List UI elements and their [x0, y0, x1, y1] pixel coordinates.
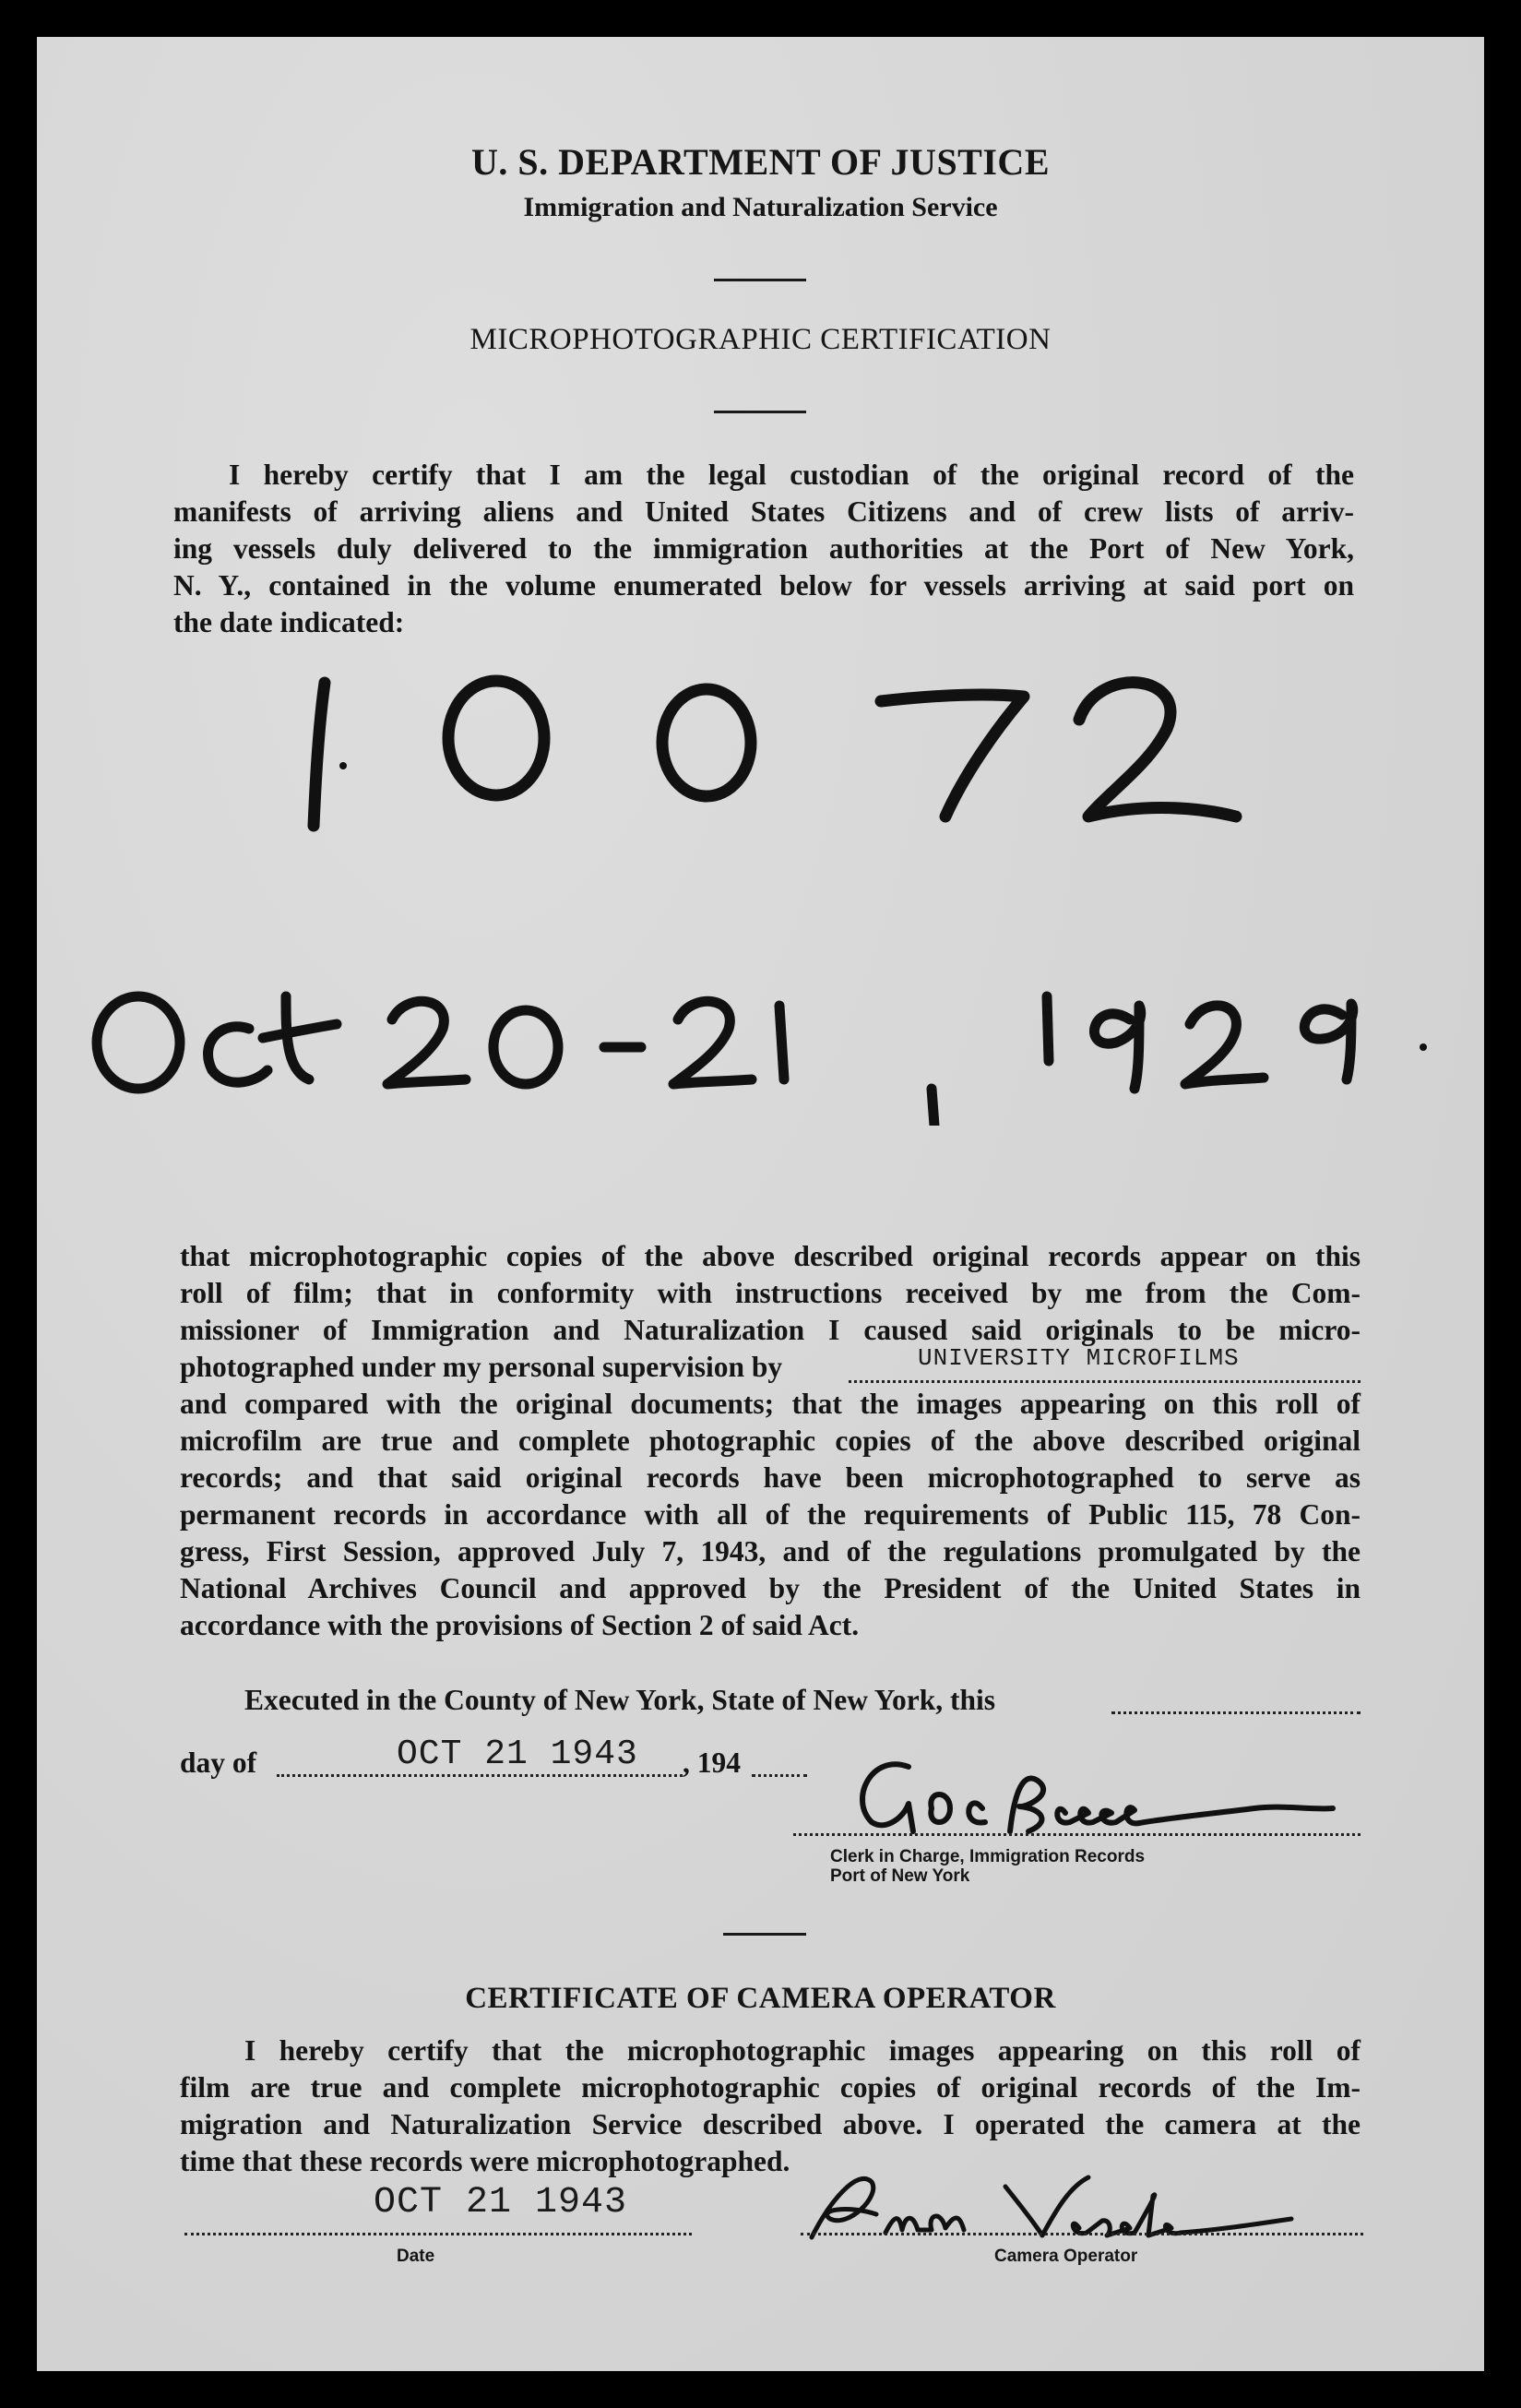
- body-line: roll of film; that in conformity with instructions received by me from the Com-: [180, 1277, 1361, 1309]
- intro-line: I hereby certify that I am the legal custodian of the original record of the: [229, 459, 1354, 491]
- camera-operator-paragraph: [180, 2032, 1361, 2180]
- operator-date-stamp: OCT 21 1943: [374, 2182, 628, 2223]
- day-of-label: day of: [180, 1746, 257, 1779]
- operator-line: migration and Naturalization Service described above. I operated the camera at the: [180, 2108, 1361, 2140]
- clerk-title-line2: Port of New York: [830, 1866, 970, 1886]
- intro-line: manifests of arriving aliens and United States Citizens and of crew lists of arriv-: [173, 495, 1354, 528]
- supervision-stamp: UNIVERSITY MICROFILMS: [918, 1344, 1240, 1372]
- stamped-date: OCT 21 1943: [397, 1734, 638, 1774]
- day-fill-line: [277, 1774, 683, 1777]
- year-suffix: , 194: [683, 1746, 741, 1779]
- body-line: records; and that said original records have been microphotographed to serve as: [180, 1461, 1361, 1494]
- operator-line: time that these records were microphotographed.: [180, 2145, 790, 2177]
- certification-title: MICROPHOTOGRAPHIC CERTIFICATION: [469, 323, 1052, 356]
- body-line: permanent records in accordance with all of the requirements of Public 115, 78 Con-: [180, 1498, 1361, 1531]
- handwritten-volume-number: [277, 646, 1291, 849]
- year-fill-line: [752, 1774, 807, 1777]
- intro-line: ing vessels duly delivered to the immigration authorities at the Port of New York,: [173, 532, 1354, 565]
- clerk-signature: [821, 1744, 1337, 1845]
- operator-line: film are true and complete microphotographic copies of original records of the Im-: [180, 2071, 1361, 2104]
- document-sheet: [37, 37, 1484, 2371]
- body-paragraph: [180, 1238, 1361, 1644]
- supervision-line: [180, 1344, 1361, 1386]
- date-label: Date: [397, 2247, 435, 2266]
- body-line: gress, First Session, approved July 7, 1943, and of the regulations promulgated by the: [180, 1535, 1361, 1568]
- executed-fill-line: [1111, 1711, 1361, 1714]
- date-line: [184, 2233, 692, 2235]
- camera-operator-title: CERTIFICATE OF CAMERA OPERATOR: [465, 1982, 1056, 2015]
- operator-line: I hereby certify that the microphotographic images appearing on this roll of: [244, 2034, 1361, 2067]
- intro-line: N. Y., contained in the volume enumerated below for vessels arriving at said port on: [173, 569, 1354, 602]
- clerk-signature-line: [793, 1833, 1361, 1836]
- service-subheading: Immigration and Naturalization Service: [523, 192, 998, 222]
- clerk-title-line1: Clerk in Charge, Immigration Records: [830, 1847, 1146, 1866]
- body-line: accordance with the provisions of Section 2 of said Act.: [180, 1609, 860, 1641]
- body-line: microfilm are true and complete photographic copies of the above described original: [180, 1425, 1361, 1457]
- intro-paragraph: [173, 457, 1354, 641]
- operator-signature-line: [801, 2233, 1363, 2235]
- executed-text: Executed in the County of New York, State of New York, this: [244, 1684, 996, 1716]
- divider: [723, 1933, 806, 1936]
- body-line: that microphotographic copies of the above described original records appear on this: [180, 1240, 1361, 1272]
- divider: [714, 279, 806, 281]
- camera-operator-label: Camera Operator: [994, 2247, 1138, 2266]
- handwritten-date-range: [88, 941, 1453, 1126]
- supervision-prefix: photographed under my personal supervision by: [180, 1351, 783, 1383]
- supervision-fill-line: [849, 1380, 1361, 1383]
- intro-line: the date indicated:: [173, 606, 405, 638]
- divider: [714, 411, 806, 413]
- body-line: and compared with the original documents; that the images appearing on this roll of: [180, 1388, 1361, 1420]
- body-line: missioner of Immigration and Naturalization I caused said originals to be micro-: [180, 1314, 1361, 1346]
- body-line: National Archives Council and approved by the President of the United States in: [180, 1572, 1361, 1604]
- department-heading: U. S. DEPARTMENT OF JUSTICE: [471, 141, 1050, 183]
